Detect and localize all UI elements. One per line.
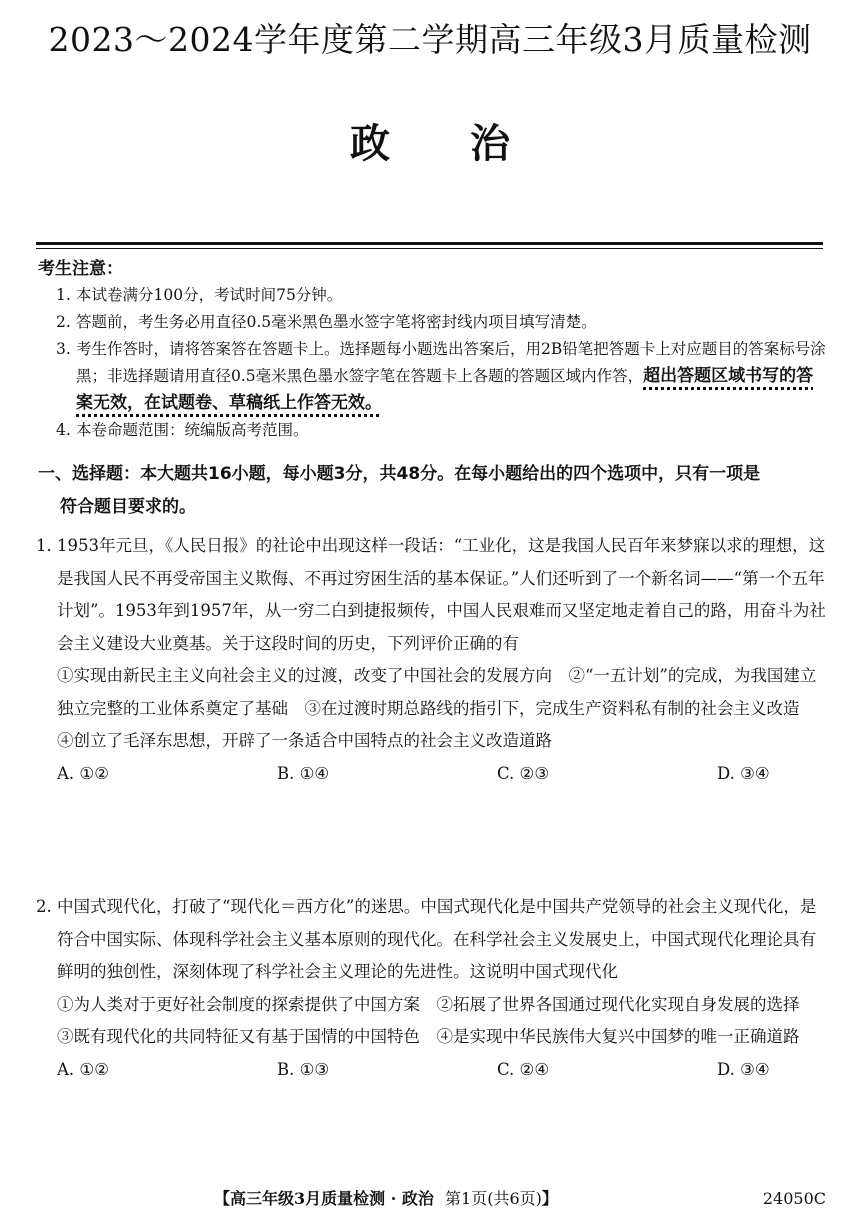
header-divider-thick — [36, 242, 823, 245]
notice-item — [38, 336, 828, 417]
question-1 — [36, 530, 830, 790]
question-statements: ①实现由新民主主义向社会主义的过渡，改变了中国社会的发展方向 ②“一五计划”的完成，为我国建立独立完整的工业体系奠定了基础 ③在过渡时期总路线的指引下，完成生产资料私有制的社会主义改造 ④创立了毛泽东思想，开辟了一条适合中国特点的社会主义改造道路 — [57, 666, 817, 750]
notice-list — [38, 282, 828, 444]
footer-exam-name: 高三年级3月质量检测 · 政治 — [230, 1189, 434, 1208]
choice-d: D. ③④ — [717, 1059, 770, 1079]
question-statements: ①为人类对于更好社会制度的探索提供了中国方案 ②拓展了世界各国通过现代化实现自身发展的选择 ③既有现代化的共同特征又有基于国情的中国特色 ④是实现中华民族伟大复兴中国梦的唯一正确道路 — [57, 994, 816, 1046]
footer-page-info: 第1页(共6页) — [445, 1189, 542, 1208]
notice-item-text: 答题前，考生务必用直径0.5毫米黑色墨水签字笔将密封线内项目填写清楚。 — [76, 313, 597, 331]
notice-item-number: 4. — [56, 421, 71, 439]
notice-emphasis: 超出答题区域书写的答案无效，在试题卷、草稿纸上作答无效。 — [76, 366, 814, 413]
footer-bracket-open: 【 — [214, 1189, 231, 1208]
subject-char-1: 政 — [350, 121, 390, 167]
question-stem — [36, 891, 830, 989]
notice-item-number: 2. — [56, 313, 71, 331]
footer-label — [214, 1184, 558, 1214]
subject-title — [0, 112, 860, 169]
notice-item-number: 1. — [56, 286, 71, 304]
candidate-notice — [38, 256, 828, 444]
paper-code: 24050C — [762, 1189, 826, 1208]
choice-b: B. ①④ — [277, 763, 330, 783]
subject-char-2: 治 — [470, 121, 510, 167]
choice-b: B. ①③ — [277, 1059, 330, 1079]
notice-item — [38, 309, 828, 336]
notice-heading: 考生注意： — [38, 259, 123, 279]
choice-a: A. ①② — [57, 1059, 109, 1079]
question-stem-text: 中国式现代化，打破了“现代化＝西方化”的迷思。中国式现代化是中国共产党领导的社会主义现代化，是符合中国实际、体现科学社会主义基本原则的现代化。在科学社会主义发展史上，中国式现代化理论具有鲜明的独创性，深刻体现了科学社会主义理论的先进性。这说明中国式现代化 — [57, 897, 817, 981]
notice-item — [38, 417, 828, 444]
answer-choices — [36, 758, 830, 791]
question-number: 2. — [36, 897, 52, 916]
exam-title: 2023～2024学年度第二学期高三年级3月质量检测 — [48, 20, 812, 59]
notice-item-text: 考生作答时，请将答案答在答题卡上。选择题每小题选出答案后，用2B铅笔把答题卡上对应题目的答案标号涂黑；非选择题请用直径0.5毫米黑色墨水签字笔在答题卡上各题的答题区域内作答， — [76, 340, 826, 385]
notice-item-text: 本卷命题范围：统编版高考范围。 — [76, 421, 309, 439]
page-footer — [0, 1184, 860, 1214]
header-divider-thin — [36, 248, 823, 249]
choice-c: C. ②④ — [497, 1059, 550, 1079]
choice-a: A. ①② — [57, 763, 109, 783]
question-2 — [36, 891, 830, 1086]
choice-d: D. ③④ — [717, 763, 770, 783]
question-stem-text: 1953年元旦，《人民日报》的社论中出现这样一段话：“工业化，这是我国人民百年来梦寐以求的理想，这是我国人民不再受帝国主义欺侮、不再过穷困生活的基本保证。”人们还听到了一个新名词——“第一个五年计划”。1953年到1957年，从一穷二白到捷报频传，中国人民艰难而又坚定地走着自己的路，用奋斗为社会主义建设大业奠基。关于这段时间的历史，下列评价正确的有 — [57, 536, 826, 653]
footer-bracket-close: 】 — [541, 1189, 558, 1208]
notice-item — [38, 282, 828, 309]
notice-item-number: 3. — [56, 340, 71, 358]
section-heading-line-2: 符合题目要求的。 — [60, 497, 196, 517]
choice-c: C. ②③ — [497, 763, 550, 783]
section-heading — [38, 458, 830, 524]
question-stem — [36, 530, 830, 660]
notice-item-text: 本试卷满分100分，考试时间75分钟。 — [76, 286, 343, 304]
section-heading-line-1: 一、选择题：本大题共16小题，每小题3分，共48分。在每小题给出的四个选项中，只有一项是 — [38, 464, 761, 484]
answer-choices — [36, 1054, 830, 1087]
question-number: 1. — [36, 536, 52, 555]
